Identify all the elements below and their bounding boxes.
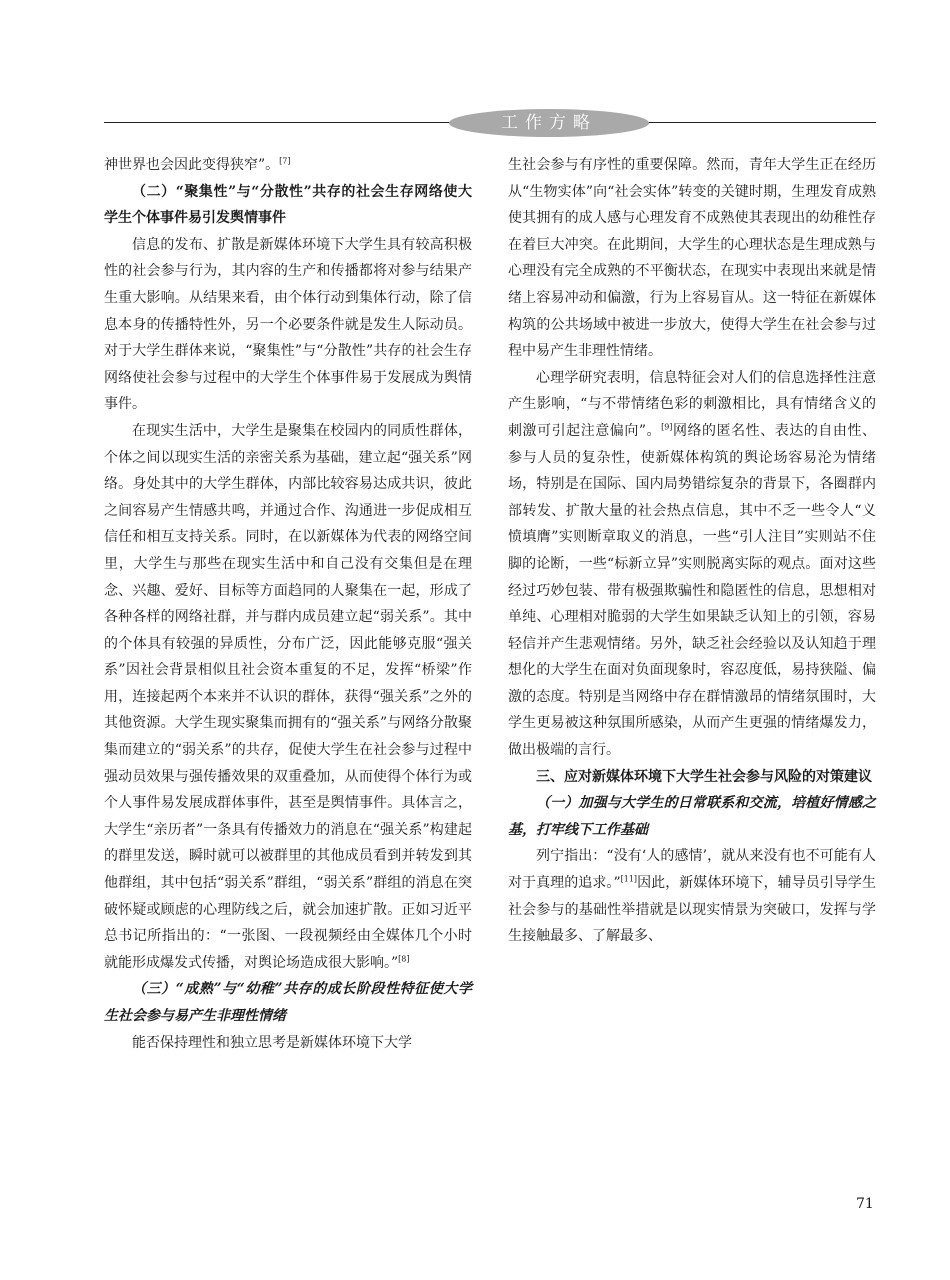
citation-ref: [9] — [661, 422, 673, 432]
paragraph: 神世界也会因此变得狭窄”。[7] — [104, 156, 291, 173]
paragraph: 心理学研究表明，信息特征会对人们的信息选择性注意产生影响，“与不带情绪色彩的刺激相比，具有情绪含义的刺激可引起注意偏向”。[9]网络的匿名性、表达的自由性、参与人员的复杂性，使新媒体构筑的舆论场容易沦为情绪场，特别是在国际、国内局势错综复杂的背景下，各圈群内部转发、扩散大量的社会热点信息，其中不乏一些令人“义愤填膺”实则断章取义的消息，一些“引人注目”实则站不住脚的论断，一些“标新立异”实则脱离实际的观点。面对这些经过巧妙包装、带有极强欺骗性和隐匿性的信息，思想相对单纯、心理相对脆弱的大学生如果缺乏认知上的引领，容易轻信并产生悲观情绪。另外，缺乏社会经验以及认知趋于理想化的大学生在面对负面现象时，容忍度低，易持狭隘、偏激的态度。特别是当网络中存在群情激昂的情绪氛围时，大学生更易被这种氛围所感染，从而产生更强的情绪爆发力，做出极端的言行。 — [508, 369, 876, 759]
header-section-title: 工作方略 — [501, 113, 597, 133]
paragraph: 信息的发布、扩散是新媒体环境下大学生具有较高积极性的社会参与行为，其内容的生产和传播都将对参与结果产生重大影响。从结果来看，由个体行动到集体行动，除了信息本身的传播特性外，另一个必要条件就是发生人际动员。对于大学生群体来说，“聚集性”与“分散性”共存的社会生存网络使社会参与过程中的大学生个体事件易于发展成为舆情事件。 — [104, 236, 472, 413]
page-number: 71 — [856, 1196, 874, 1212]
paragraph: 生社会参与有序性的重要保障。然而，青年大学生正在经历从“生物实体”向“社会实体”转变的关键时期，生理发育成熟使其拥有的成人感与心理发育不成熟使其表现出的幼稚性存在着巨大冲突。在此期间，大学生的心理状态是生理成熟与心理没有完全成熟的不平衡状态，在现实中表现出来就是情绪上容易冲动和偏激，行为上容易盲从。这一特征在新媒体构筑的公共场域中被进一步放大，使得大学生在社会参与过程中易产生非理性情绪。 — [508, 157, 876, 360]
left-column — [104, 152, 472, 1056]
citation-ref: [8] — [398, 954, 410, 964]
citation-ref: [7] — [279, 156, 291, 166]
running-header — [104, 109, 876, 137]
section-heading: （三）“成熟”与“幼稚”共存的成长阶段性特征使大学生社会参与易产生非理性情绪 — [104, 981, 472, 1024]
paragraph: 在现实生活中，大学生是聚集在校园内的同质性群体，个体之间以现实生活的亲密关系为基础，建立起“强关系”网络。身处其中的大学生群体，内部比较容易达成共识，彼此之间容易产生情感共鸣，并通过合作、沟通进一步促成相互信任和相互支持关系。同时，在以新媒体为代表的网络空间里，大学生与那些在现实生活中和自己没有交集但是在理念、兴趣、爱好、目标等方面趋同的人聚集在一起，形成了各种各样的网络社群，并与群内成员建立起“弱关系”。其中的个体具有较强的异质性，分布广泛，因此能够克服“强关系”因社会背景相似且社会资本重复的不足，发挥“桥梁”作用，连接起两个本来并不认识的群体，获得“强关系”之外的其他资源。大学生现实聚集而拥有的“强关系”与网络分散聚集而建立的“弱关系”的共存，促使大学生在社会参与过程中强动员效果与强传播效果的双重叠加，从而使得个体行为或个人事件易发展成群体事件，甚至是舆情事件。具体言之，大学生“亲历者”一条具有传播效力的消息在“强关系”构建起的群里发送，瞬时就可以被群里的其他成员看到并转发到其他群组，其中包括“弱关系”群组，“弱关系”群组的消息在突破怀疑或顾虑的心理防线之后，就会加速扩散。正如习近平总书记所指出的：“一张图、一段视频经由全媒体几个小时就能形成爆发式传播，对舆论场造成很大影响。”[8] — [104, 422, 472, 971]
section-heading: 三、应对新媒体环境下大学生社会参与风险的对策建议 — [536, 768, 872, 785]
section-heading: （二）“聚集性”与“分散性”共存的社会生存网络使大学生个体事件易引发舆情事件 — [104, 183, 472, 227]
subsection-heading: （一）加强与大学生的日常联系和交流，培植好情感之基，打牢线下工作基础 — [508, 795, 876, 838]
citation-ref: [11] — [620, 874, 638, 884]
paragraph: 能否保持理性和独立思考是新媒体环境下大学 — [132, 1034, 412, 1051]
paragraph: 列宁指出：“没有‘人的感情’，就从来没有也不可能有人对于真理的追求。”[11]因此，新媒体环境下，辅导员引导学生社会参与的基础性举措就是以现实情景为突破口，发挥与学生接触最多、了解最多、 — [508, 848, 876, 945]
right-column — [508, 152, 876, 950]
